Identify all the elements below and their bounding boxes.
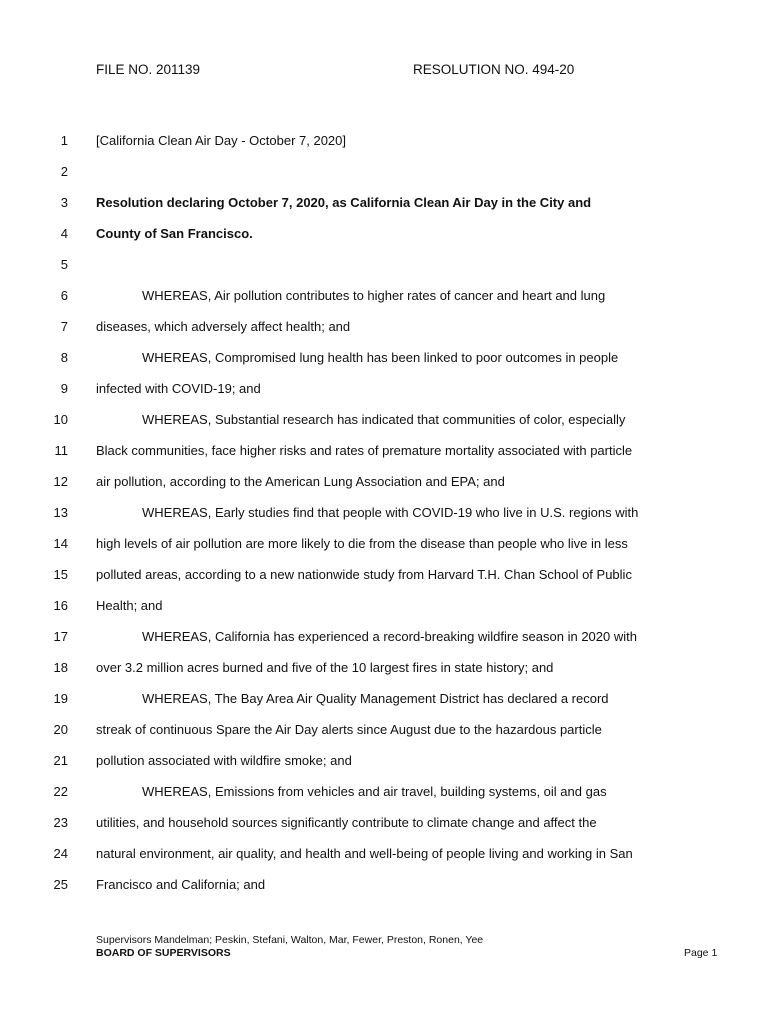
page-number: Page 1: [684, 947, 718, 959]
line-4: [0, 226, 770, 246]
line-text: WHEREAS, Air pollution contributes to higher rates of cancer and heart and lung: [142, 288, 606, 303]
line-number: 20: [53, 722, 68, 737]
line-text: WHEREAS, Early studies find that people with COVID-19 who live in U.S. regions with: [142, 505, 639, 520]
line-12: [0, 474, 770, 494]
line-text: diseases, which adversely affect health; and: [96, 319, 351, 334]
line-15: [0, 567, 770, 587]
line-number: 21: [53, 753, 68, 768]
line-23: [0, 815, 770, 835]
board-label: BOARD OF SUPERVISORS: [96, 947, 231, 959]
line-number: 18: [53, 660, 68, 675]
line-2: [0, 164, 770, 184]
line-20: [0, 722, 770, 742]
line-number: 16: [53, 598, 68, 613]
line-8: [0, 350, 770, 370]
line-text: WHEREAS, The Bay Area Air Quality Management District has declared a record: [142, 691, 609, 706]
resolution-title: County of San Francisco.: [96, 226, 253, 241]
line-number: 3: [60, 195, 68, 210]
file-number: FILE NO. 201139: [96, 62, 201, 77]
line-text: high levels of air pollution are more likely to die from the disease than people who live in less: [96, 536, 628, 551]
resolution-number: RESOLUTION NO. 494-20: [413, 62, 575, 77]
line-text: WHEREAS, Emissions from vehicles and air travel, building systems, oil and gas: [142, 784, 607, 799]
line-number: 22: [53, 784, 68, 799]
line-text: air pollution, according to the American Lung Association and EPA; and: [96, 474, 505, 489]
line-text: WHEREAS, Substantial research has indicated that communities of color, especially: [142, 412, 626, 427]
line-10: [0, 412, 770, 432]
line-text: over 3.2 million acres burned and five of the 10 largest fires in state history; and: [96, 660, 554, 675]
line-number: 5: [60, 257, 68, 272]
line-5: [0, 257, 770, 277]
line-number: 15: [53, 567, 68, 582]
line-number: 24: [53, 846, 68, 861]
line-number: 11: [54, 443, 68, 458]
line-text: utilities, and household sources significantly contribute to climate change and affect the: [96, 815, 597, 830]
line-text: Health; and: [96, 598, 163, 613]
line-7: [0, 319, 770, 339]
line-number: 8: [60, 350, 68, 365]
line-number: 23: [53, 815, 68, 830]
line-text: WHEREAS, California has experienced a record-breaking wildfire season in 2020 with: [142, 629, 637, 644]
line-text: infected with COVID-19; and: [96, 381, 261, 396]
sponsors-footer: Supervisors Mandelman; Peskin, Stefani, Walton, Mar, Fewer, Preston, Ronen, Yee: [96, 934, 484, 946]
line-number: 6: [60, 288, 68, 303]
line-text: Francisco and California; and: [96, 877, 266, 892]
line-14: [0, 536, 770, 556]
line-13: [0, 505, 770, 525]
line-number: 1: [60, 133, 68, 148]
line-text: WHEREAS, Compromised lung health has been linked to poor outcomes in people: [142, 350, 619, 365]
line-9: [0, 381, 770, 401]
line-number: 10: [53, 412, 68, 427]
resolution-title: Resolution declaring October 7, 2020, as California Clean Air Day in the City and: [96, 195, 592, 210]
line-text: natural environment, air quality, and health and well-being of people living and working in San: [96, 846, 633, 861]
line-1: [0, 133, 770, 153]
line-number: 9: [60, 381, 68, 396]
line-24: [0, 846, 770, 866]
line-text: Black communities, face higher risks and rates of premature mortality associated with particle: [96, 443, 633, 458]
line-number: 14: [53, 536, 68, 551]
line-number: 25: [53, 877, 68, 892]
line-6: [0, 288, 770, 308]
line-number: 13: [53, 505, 68, 520]
line-text: [California Clean Air Day - October 7, 2020]: [96, 133, 347, 148]
line-text: streak of continuous Spare the Air Day alerts since August due to the hazardous particle: [96, 722, 602, 737]
line-3: [0, 195, 770, 215]
line-21: [0, 753, 770, 773]
line-number: 7: [60, 319, 68, 334]
line-18: [0, 660, 770, 680]
line-text: polluted areas, according to a new nationwide study from Harvard T.H. Chan School of Public: [96, 567, 632, 582]
line-text: pollution associated with wildfire smoke; and: [96, 753, 352, 768]
line-number: 19: [53, 691, 68, 706]
line-17: [0, 629, 770, 649]
line-11: [0, 443, 770, 463]
line-16: [0, 598, 770, 618]
line-number: 2: [60, 164, 68, 179]
line-22: [0, 784, 770, 804]
line-19: [0, 691, 770, 711]
line-25: [0, 877, 770, 897]
line-number: 4: [60, 226, 68, 241]
line-number: 17: [53, 629, 68, 644]
line-number: 12: [53, 474, 68, 489]
